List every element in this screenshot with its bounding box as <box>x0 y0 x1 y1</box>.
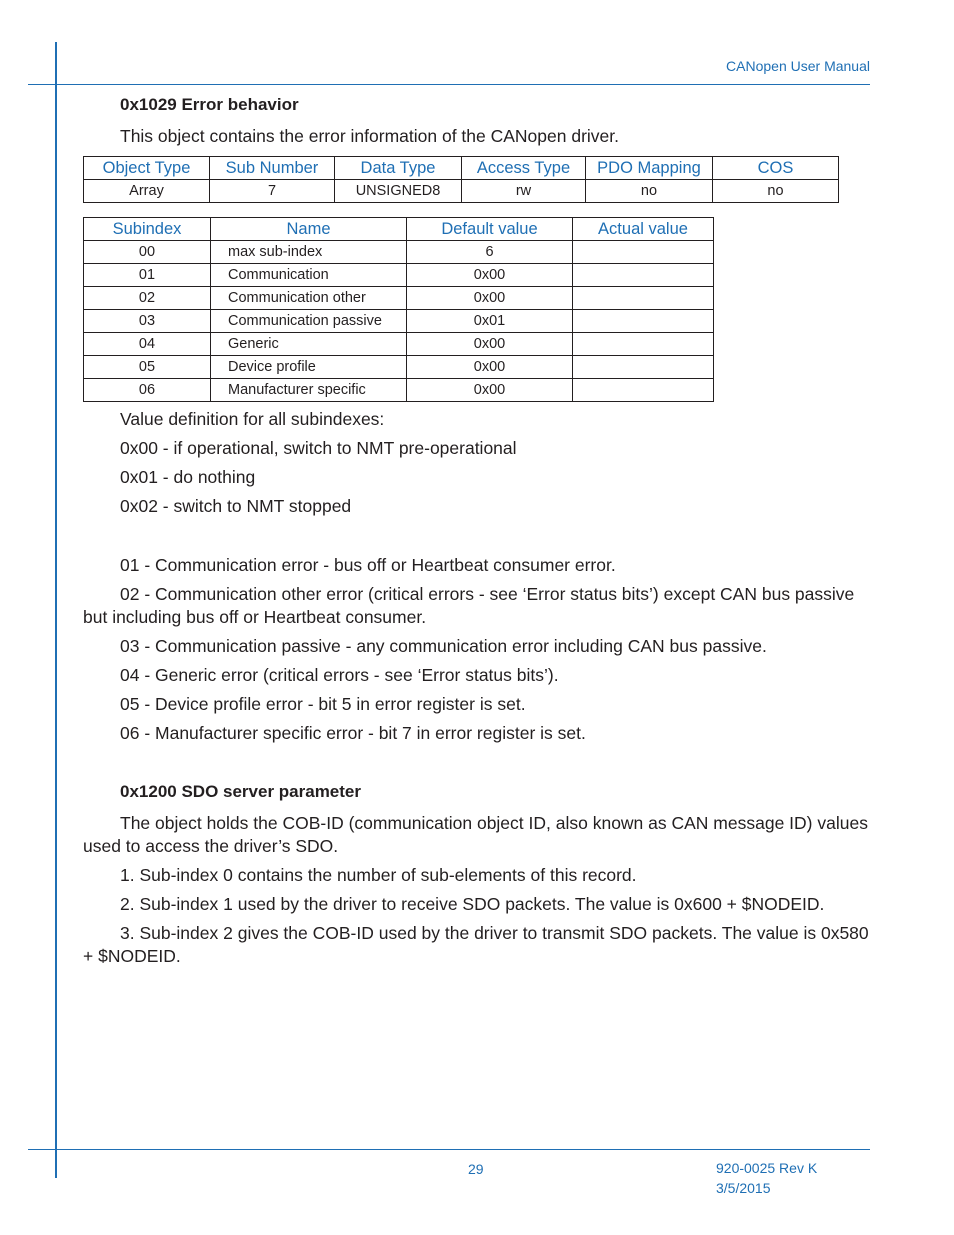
table-cell: 06 <box>84 379 211 402</box>
spacer <box>83 524 873 554</box>
table-row <box>84 356 714 379</box>
table-header-row <box>84 157 839 180</box>
table-row <box>84 287 714 310</box>
error-description: 01 - Communication error - bus off or Heartbeat consumer error. <box>120 555 616 575</box>
table-cell: Generic <box>211 333 407 356</box>
table-cell: 00 <box>84 241 211 264</box>
table-row <box>84 310 714 333</box>
value-definition: 0x01 - do nothing <box>120 467 256 487</box>
document-date: 3/5/2015 <box>716 1180 771 1196</box>
spacer <box>83 751 873 781</box>
document-number: 920-0025 Rev K <box>716 1160 818 1176</box>
section-intro: This object contains the error information of the CANopen driver. <box>120 126 619 146</box>
table-cell: rw <box>462 180 586 203</box>
table-cell <box>573 241 714 264</box>
sdo-description: The object holds the COB-ID (communication object ID, also known as CAN message ID) values used to access the driver’s SDO. <box>83 813 868 856</box>
table-cell: 02 <box>84 287 211 310</box>
error-description: 04 - Generic error (critical errors - see ‘Error status bits’). <box>120 665 559 685</box>
value-definition: 0x00 - if operational, switch to NMT pre-operational <box>120 438 517 458</box>
page-content <box>83 94 873 974</box>
table-cell: 6 <box>407 241 573 264</box>
table-cell: Communication passive <box>211 310 407 333</box>
table-cell: max sub-index <box>211 241 407 264</box>
table-row <box>84 241 714 264</box>
page-number: 29 <box>468 1161 484 1177</box>
table-cell: 7 <box>210 180 335 203</box>
document-info <box>716 1158 817 1198</box>
table-row <box>84 379 714 402</box>
table-cell: 0x00 <box>407 356 573 379</box>
error-description: 05 - Device profile error - bit 5 in error register is set. <box>120 694 526 714</box>
value-definition: 0x02 - switch to NMT stopped <box>120 496 352 516</box>
table-row <box>84 333 714 356</box>
table-header-cell: Sub Number <box>210 157 335 180</box>
table-row <box>84 264 714 287</box>
sdo-list-item: 1. Sub-index 0 contains the number of sub-elements of this record. <box>120 865 637 885</box>
section-heading-1200: 0x1200 SDO server parameter <box>120 782 361 801</box>
table-header-cell: Actual value <box>573 218 714 241</box>
sdo-list-item: 3. Sub-index 2 gives the COB-ID used by the driver to transmit SDO packets. The value is 0x580 + $NODEID. <box>83 923 869 966</box>
table-cell: no <box>713 180 839 203</box>
footer-rule <box>28 1149 870 1150</box>
value-definition-intro: Value definition for all subindexes: <box>120 409 385 429</box>
table-cell: 0x00 <box>407 333 573 356</box>
table-cell: 04 <box>84 333 211 356</box>
table-cell <box>573 356 714 379</box>
header-title: CANopen User Manual <box>726 58 870 74</box>
error-description: 03 - Communication passive - any communication error including CAN bus passive. <box>120 636 767 656</box>
table-cell: Manufacturer specific <box>211 379 407 402</box>
subindex-table <box>83 217 714 402</box>
section-heading-1029: 0x1029 Error behavior <box>120 95 299 114</box>
table-cell: no <box>586 180 713 203</box>
table-cell <box>573 264 714 287</box>
table-cell: 0x00 <box>407 264 573 287</box>
table-cell <box>573 287 714 310</box>
table-header-cell: COS <box>713 157 839 180</box>
table-cell: 0x00 <box>407 379 573 402</box>
table-header-cell: Subindex <box>84 218 211 241</box>
table-cell: 03 <box>84 310 211 333</box>
table-header-cell: Object Type <box>84 157 210 180</box>
table-cell: Communication <box>211 264 407 287</box>
table-header-cell: PDO Mapping <box>586 157 713 180</box>
table-header-cell: Name <box>211 218 407 241</box>
table-cell: 01 <box>84 264 211 287</box>
header-rule <box>28 84 870 85</box>
left-margin-rule <box>55 42 57 1178</box>
sdo-list-item: 2. Sub-index 1 used by the driver to receive SDO packets. The value is 0x600 + $NODEID. <box>120 894 825 914</box>
table-row <box>84 180 839 203</box>
table-cell: 05 <box>84 356 211 379</box>
table-cell <box>573 310 714 333</box>
table-cell: 0x00 <box>407 287 573 310</box>
table-header-cell: Data Type <box>335 157 462 180</box>
table-header-row <box>84 218 714 241</box>
table-cell: UNSIGNED8 <box>335 180 462 203</box>
table-header-cell: Default value <box>407 218 573 241</box>
error-description: 06 - Manufacturer specific error - bit 7 in error register is set. <box>120 723 586 743</box>
table-cell: 0x01 <box>407 310 573 333</box>
table-cell: Device profile <box>211 356 407 379</box>
table-cell <box>573 333 714 356</box>
error-description: 02 - Communication other error (critical errors - see ‘Error status bits’) except CAN bus passive but including bus off or Heartbeat consumer. <box>83 584 855 627</box>
table-header-cell: Access Type <box>462 157 586 180</box>
object-properties-table <box>83 156 839 203</box>
table-cell: Array <box>84 180 210 203</box>
table-cell <box>573 379 714 402</box>
table-cell: Communication other <box>211 287 407 310</box>
